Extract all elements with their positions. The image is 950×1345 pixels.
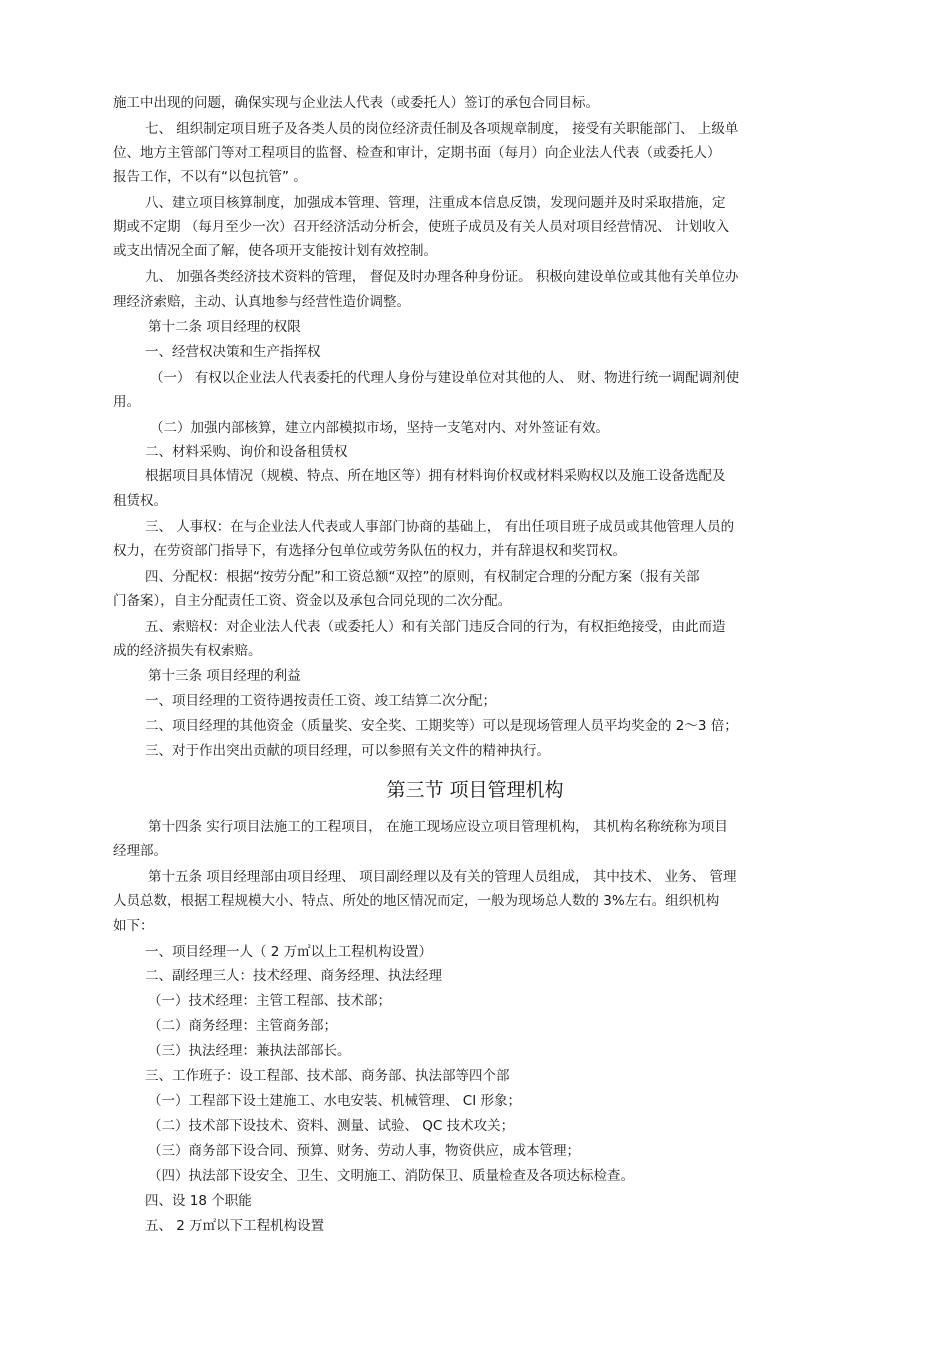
text-line: （二）商务经理：主管商务部； [148,1018,337,1034]
text-line: 一、项目经理一人（ 2 万㎡以上工程机构设置） [145,944,433,960]
text-line: 成的经济损失有权索赔。 [113,643,262,659]
section-heading: 第三节 项目管理机构 [386,779,564,801]
text-line: 根据项目具体情况（规模、特点、所在地区等）拥有材料询价权或材料采购权以及施工设备选配及 [145,468,726,484]
text-line: 或支出情况全面了解，使各项开支能按计划有效控制。 [113,243,437,259]
text-line: 三、工作班子：设工程部、技术部、商务部、执法部等四个部 [145,1068,510,1084]
text-line: 三、 人事权：在与企业法人代表或人事部门协商的基础上， 有出任项目班子成员或其他管理人员的 [145,519,735,535]
section-title: 第十三条 项目经理的利益 [148,668,301,684]
text-line: 如下： [113,918,154,934]
text-line: 权力，在劳资部门指导下，有选择分包单位或劳务队伍的权力，并有辞退权和奖罚权。 [113,543,626,559]
text-line: 经理部。 [113,843,167,859]
text-line: 五、 2 万㎡以下工程机构设置 [145,1218,325,1234]
text-line: 七、 组织制定项目班子及各类人员的岗位经济责任制及各项规章制度， 接受有关职能部门、 上级单 [145,121,739,137]
text-line: 租赁权。 [113,493,167,509]
text-line: 门备案），自主分配责任工资、资金以及承包合同兑现的二次分配。 [113,593,512,609]
text-line: 二、材料采购、询价和设备租赁权 [145,444,348,460]
text-line: 九、 加强各类经济技术资料的管理， 督促及时办理各种身份证。 积极向建设单位或其他有关单位办 [145,269,739,285]
text-line: 一、项目经理的工资待遇按责任工资、竣工结算二次分配； [145,693,496,709]
section-title: 第十二条 项目经理的权限 [148,319,301,335]
text-line: （四）执法部下设安全、卫生、文明施工、消防保卫、质量检查及各项达标检查。 [148,1168,634,1184]
text-line: 理经济索赔，主动、认真地参与经营性造价调整。 [113,294,410,310]
text-line: 人员总数，根据工程规模大小、特点、所处的地区情况而定，一般为现场总人数的 3%左右。组织机构 [113,893,720,909]
text-line: 第十四条 实行项目法施工的工程项目， 在施工现场应设立项目管理机构， 其机构名称统称为项目 [148,819,728,835]
text-line: （三）商务部下设合同、预算、财务、劳动人事，物资供应，成本管理； [148,1143,580,1159]
text-line: （一） 有权以企业法人代表委托的代理人身份与建设单位对其他的人、 财、物进行统一调配调剂使 [150,370,740,386]
text-line: 位、地方主管部门等对工程项目的监督、检查和审计，定期书面（每月）向企业法人代表（或委托人） [113,145,721,161]
text-line: （二）加强内部核算，建立内部模拟市场，坚持一支笔对内、对外签证有效。 [150,420,609,436]
text-line: 一、经营权决策和生产指挥权 [145,344,321,360]
text-line: 三、对于作出突出贡献的项目经理，可以参照有关文件的精神执行。 [145,743,550,759]
text-line: 八、建立项目核算制度，加强成本管理、管理，注重成本信息反馈，发现问题并及时采取措施，定 [145,195,726,211]
text-line: （一）技术经理：主管工程部、技术部； [148,993,391,1009]
text-line: 报告工作，不以有“以包抗管” 。 [113,169,307,185]
text-line: 用。 [113,394,140,410]
text-line: 四、分配权：根据“按劳分配”和工资总额“双控”的原则，有权制定合理的分配方案（报有关部 [145,569,700,585]
text-line: 五、索赔权：对企业法人代表（或委托人）和有关部门违反合同的行为，有权拒绝接受，由此而造 [145,619,726,635]
text-line: 第十五条 项目经理部由项目经理、 项目副经理以及有关的管理人员组成， 其中技术、 业务、 管理 [148,869,737,885]
text-line: 四、设 18 个职能 [145,1193,252,1209]
text-line: 施工中出现的问题，确保实现与企业法人代表（或委托人）签订的承包合同目标。 [113,95,599,111]
text-line: 期或不定期 （每月至少一次）召开经济活动分析会，使班子成员及有关人员对项目经营情况、 计划收入 [113,219,730,235]
text-line: （二）技术部下设技术、资料、测量、试验、 QC 技术攻关； [148,1118,515,1134]
text-line: 二、副经理三人：技术经理、商务经理、执法经理 [145,968,442,984]
text-line: （一）工程部下设土建施工、水电安装、机械管理、 CI 形象； [148,1093,521,1109]
text-line: （三）执法经理：兼执法部部长。 [148,1043,351,1059]
text-line: 二、项目经理的其他资金（质量奖、安全奖、工期奖等）可以是现场管理人员平均奖金的 2～3 倍； [145,718,738,734]
